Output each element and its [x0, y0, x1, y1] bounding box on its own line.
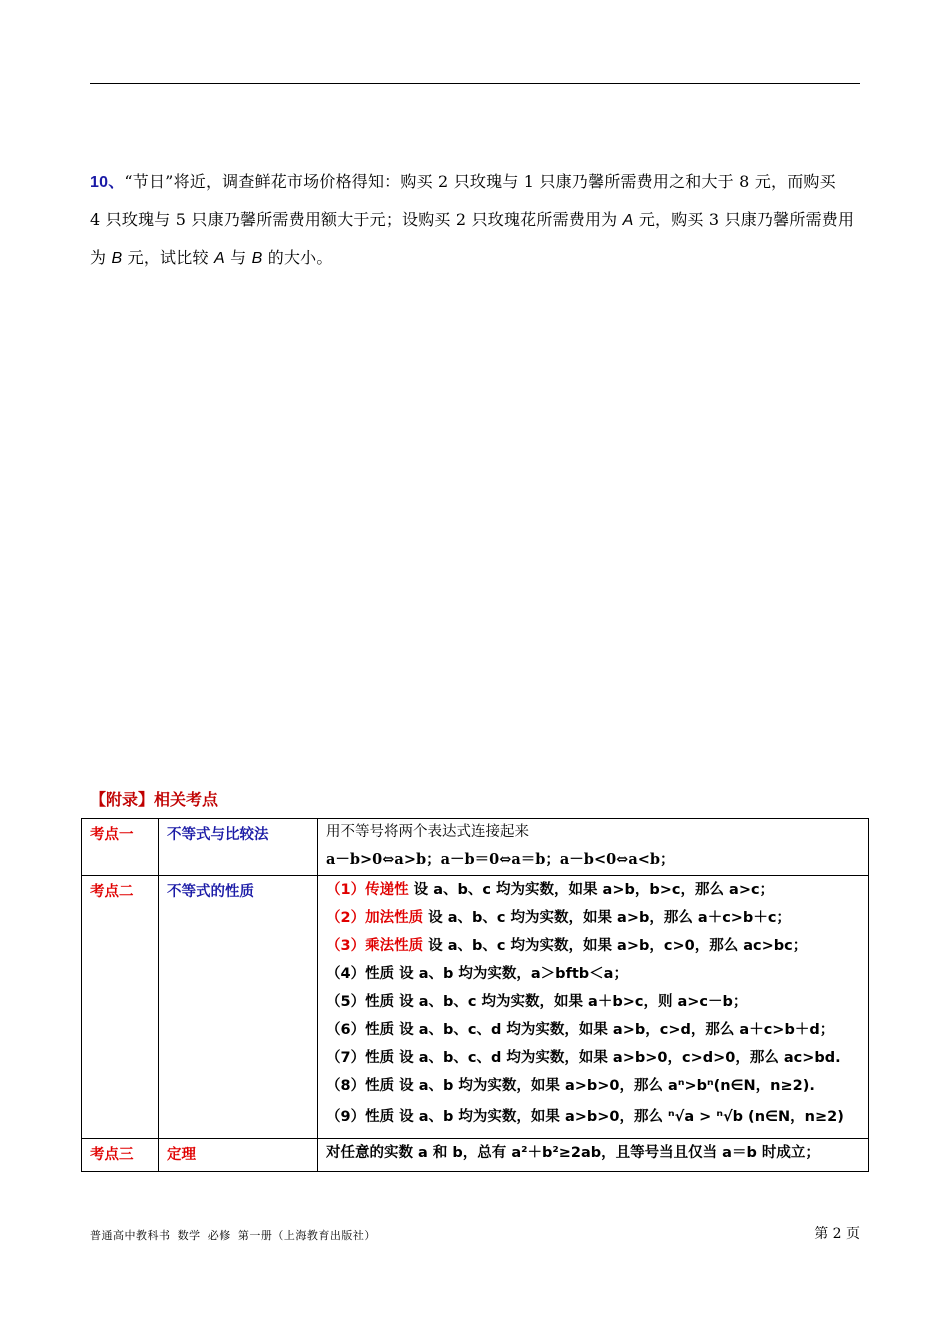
point-label: 考点一 [90, 827, 134, 843]
footer-book-title: 普通高中教科书 数学 必修 第一册（上海教育出版社） [90, 1229, 376, 1242]
property-line: （8）性质 设 a、b 均为实数，如果 a>b>0，那么 aⁿ>bⁿ(n∈N，n≥2). [326, 1078, 815, 1094]
table-row [82, 819, 869, 876]
table-row [82, 876, 869, 1139]
definition-text: 用不等号将两个表达式连接起来 [326, 824, 529, 840]
property-line: （6）性质 设 a、b、c、d 均为实数，如果 a>b，c>d，那么 a＋c>b＋d； [326, 1022, 835, 1038]
appendix-title: 【附录】相关考点 [90, 790, 219, 809]
problem-line-1: “节日”将近，调查鲜花市场价格得知：购买 2 只玫瑰与 1 只康乃馨所需费用之和大于 8 元，而购买 [124, 172, 836, 191]
knowledge-points-table [81, 818, 869, 1172]
header-rule [90, 83, 860, 84]
problem-10 [90, 163, 862, 277]
point-topic: 不等式的性质 [167, 884, 254, 900]
comparison-rule: a－b>0⇔a>b；a－b＝0⇔a＝b；a－b<0⇔a<b； [326, 851, 675, 868]
property-line: （7）性质 设 a、b、c、d 均为实数，如果 a>b>0，c>d>0，那么 ac>bd. [326, 1050, 841, 1066]
property-line: （9）性质 设 a、b 均为实数，如果 a>b>0，那么 ⁿ√a > ⁿ√b (n∈N，n≥2) [326, 1109, 844, 1125]
property-line: （2）加法性质 设 a、b、c 均为实数，如果 a>b，那么 a＋c>b＋c； [326, 910, 791, 926]
property-line: （5）性质 设 a、b、c 均为实数，如果 a＋b>c，则 a>c－b； [326, 994, 748, 1010]
property-line: （3）乘法性质 设 a、b、c 均为实数，如果 a>b，c>0，那么 ac>bc； [326, 938, 808, 954]
problem-line-2a: 4 只玫瑰与 5 只康乃馨所需费用额大于元；设购买 2 只玫瑰花所需费用为 [90, 210, 623, 229]
problem-line-2b: 元，购买 3 只康乃馨所需费用 [633, 210, 855, 229]
theorem-text: 对任意的实数 a 和 b，总有 a²＋b²≥2ab，且等号当且仅当 a＝b 时成立； [326, 1145, 820, 1161]
var-b: B [111, 250, 123, 267]
property-line: （1）传递性 设 a、b、c 均为实数，如果 a>b，b>c，那么 a>c； [326, 882, 775, 898]
var-a: A [622, 212, 634, 229]
problem-number: 10、 [90, 174, 125, 191]
footer-page-number: 第 2 页 [814, 1226, 860, 1242]
property-line: （4）性质 设 a、b 均为实数，a＞bftb＜a； [326, 966, 628, 982]
problem-line-3b: 元，试比较 [122, 248, 214, 267]
point-topic: 不等式与比较法 [167, 827, 269, 843]
problem-line-3d: 的大小。 [262, 248, 333, 267]
var-a-2: A [213, 250, 225, 267]
point-label: 考点二 [90, 884, 134, 900]
point-label: 考点三 [90, 1147, 134, 1163]
table-row [82, 1139, 869, 1172]
point-topic: 定理 [167, 1147, 196, 1163]
problem-line-3a: 为 [90, 248, 112, 267]
problem-line-3c: 与 [224, 248, 252, 267]
var-b-2: B [251, 250, 263, 267]
